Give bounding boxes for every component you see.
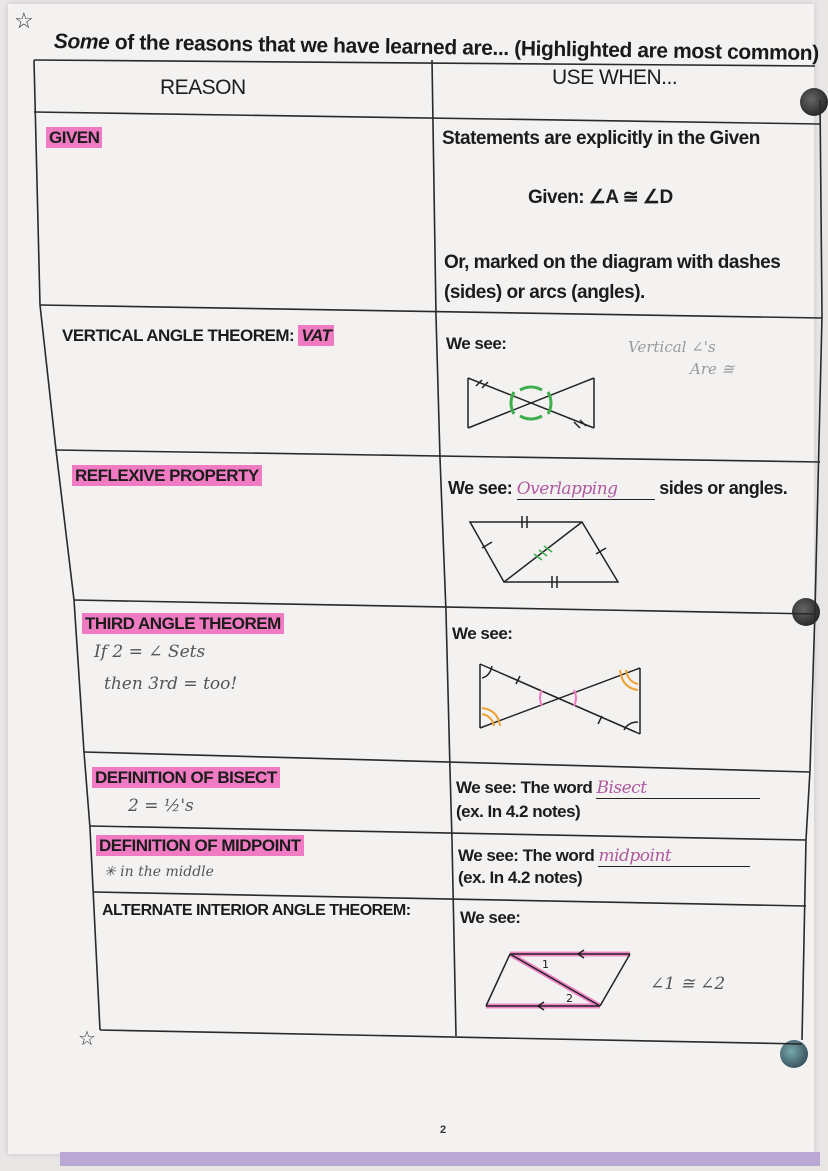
angle-label-2: 2	[566, 992, 573, 1005]
alt-interior-we-see: We see:	[460, 908, 521, 927]
reflexive-line	[448, 478, 787, 500]
column-header-use-when: USE WHEN...	[552, 66, 678, 89]
reason-bisect-label: DEFINITION OF BISECT	[92, 767, 280, 788]
star-icon: ☆	[78, 1028, 96, 1050]
bisect-line1-text: We see: The word	[456, 778, 593, 797]
given-line1: Statements are explicitly in the Given	[442, 128, 760, 149]
alt-interior-note: ∠1 ≅ ∠2	[650, 974, 726, 994]
reason-midpoint	[96, 836, 304, 856]
bowtie-triangles-diagram	[474, 658, 650, 738]
reason-midpoint-label: DEFINITION OF MIDPOINT	[96, 835, 304, 856]
bisect-blank: Bisect	[596, 778, 760, 799]
reason-bisect	[92, 768, 280, 788]
given-line2b: (sides) or arcs (angles).	[444, 282, 645, 303]
midpoint-blank: midpoint	[598, 846, 750, 867]
star-icon: ☆	[14, 8, 34, 33]
given-example: Given: ∠A ≅ ∠D	[528, 187, 673, 208]
alternate-interior-diagram	[480, 944, 640, 1020]
heading-rest: of the reasons that we have learned are... (Highlighted are most common)	[109, 30, 819, 66]
vat-we-see: We see:	[446, 334, 507, 353]
reason-given-label: GIVEN	[46, 127, 102, 148]
reflexive-we-see: We see:	[448, 478, 513, 498]
reason-vat-abbr: VAT	[298, 325, 334, 346]
heading-lead: Some	[53, 30, 110, 54]
reason-given	[46, 128, 102, 148]
angle-label-1: 1	[542, 958, 549, 971]
reflexive-after: sides or angles.	[659, 478, 788, 498]
given-line2a: Or, marked on the diagram with dashes	[444, 252, 781, 273]
midpoint-line1	[458, 846, 750, 867]
midpoint-note: ✳ in the middle	[104, 864, 214, 880]
reason-third-angle	[82, 614, 284, 634]
reason-vat	[62, 326, 334, 346]
bisect-line2: (ex. In 4.2 notes)	[456, 802, 581, 821]
vat-note1: Vertical ∠'s	[628, 338, 716, 356]
reason-vat-label: VERTICAL ANGLE THEOREM:	[62, 326, 295, 345]
third-note2: then 3rd = too!	[104, 674, 238, 694]
reason-reflexive-label: REFLEXIVE PROPERTY	[72, 465, 262, 486]
vertical-angles-diagram	[462, 368, 602, 438]
reason-alt-interior: ALTERNATE INTERIOR ANGLE THEOREM:	[102, 902, 411, 919]
reason-third-angle-label: THIRD ANGLE THEOREM	[82, 613, 284, 634]
reflexive-blank: Overlapping	[517, 479, 655, 500]
vat-note2: Are ≅	[690, 360, 735, 378]
bisect-line1	[456, 778, 760, 799]
page-number: 2	[440, 1124, 447, 1136]
parallelogram-diagram	[464, 512, 624, 594]
midpoint-line1-text: We see: The word	[458, 846, 595, 865]
third-note1: If 2 = ∠ Sets	[94, 642, 206, 662]
bisect-note: 2 = ½'s	[128, 796, 194, 816]
column-header-reason: REASON	[160, 76, 246, 99]
reason-reflexive	[72, 466, 262, 486]
midpoint-line2: (ex. In 4.2 notes)	[458, 868, 583, 887]
third-we-see: We see:	[452, 624, 513, 643]
